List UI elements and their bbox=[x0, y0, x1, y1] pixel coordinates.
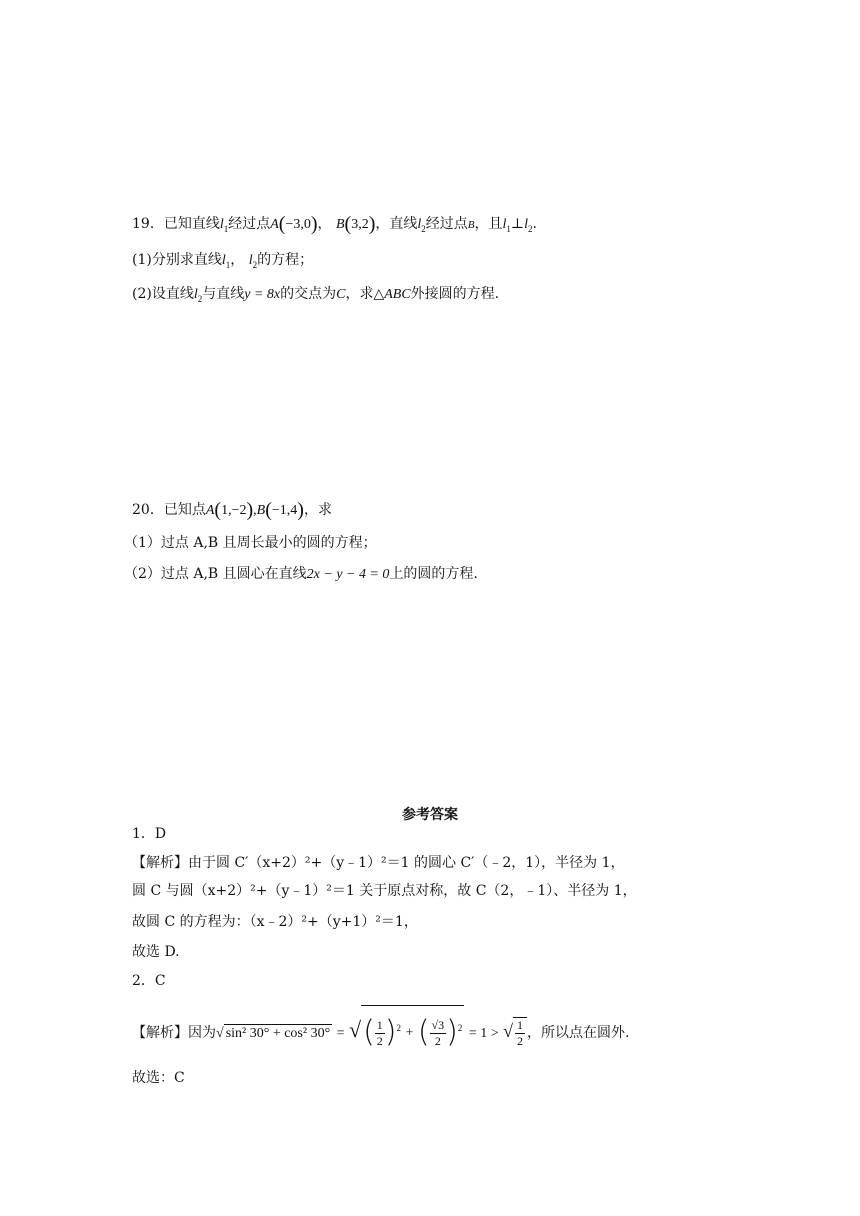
answer-2-conclusion: 故选：C bbox=[132, 1070, 185, 1086]
answer-1-line-1: 【解析】由于圆 C′（x+2）²+（y﹣1）²＝1 的圆心 C′（﹣2，1），半径为 1， bbox=[132, 855, 625, 871]
answer-2-line-1: 【解析】因为√ sin² 30° + cos² 30° = √( $\frac{1}{2}$ )$^2$ + ( $\frac{√3}{2}$ )$^2$ = 1 > √ $\frac{1}{2}$ ，所以点在圆外. bbox=[132, 1005, 629, 1055]
answer-1-line-4: 故选 D. bbox=[132, 944, 180, 960]
q20-number: 20． bbox=[132, 502, 164, 518]
sqrt-sin-cos: sin² 30° + cos² 30° bbox=[225, 1026, 331, 1041]
answer-2-label: 2．C bbox=[132, 973, 166, 989]
answer-1-label: 1．D bbox=[132, 826, 167, 842]
q20-part1: （1）过点 A,B 且周长最小的圆的方程； bbox=[124, 535, 377, 551]
sqrt-radicand: ( $\frac{1}{2}$ )$^2$ + ( $\frac{√3}{2}$ )$^2$ bbox=[361, 1005, 464, 1054]
answer-1-line-2: 圆 C 与圆（x+2）²+（y﹣1）²＝1 关于原点对称，故 C（2，﹣1）、半径为 1， bbox=[132, 883, 637, 899]
q19-stem: 19．已知直线$l_1$经过点A(−3,0)， B(3,2)，直线$l_2$经过点B，且$l_1\perp l_2$. bbox=[132, 213, 537, 235]
q20-part2: （2）过点 A,B 且圆心在直线2x − y − 4 = 0上的圆的方程. bbox=[124, 566, 478, 582]
q19-number: 19． bbox=[132, 216, 164, 232]
q19-part1: (1)分别求直线$l_1$， $l_2$的方程； bbox=[132, 252, 314, 270]
q19-part2: (2)设直线$l_2$与直线y = 8x的交点为C，求△ABC外接圆的方程. bbox=[132, 286, 500, 304]
answer-1-line-3: 故圆 C 的方程为：（x﹣2）²+（y+1）²＝1， bbox=[132, 914, 418, 930]
q20-stem: 20．已知点A(1,−2),B(−1,4)，求 bbox=[132, 499, 332, 521]
answers-title: 参考答案 bbox=[402, 807, 458, 823]
